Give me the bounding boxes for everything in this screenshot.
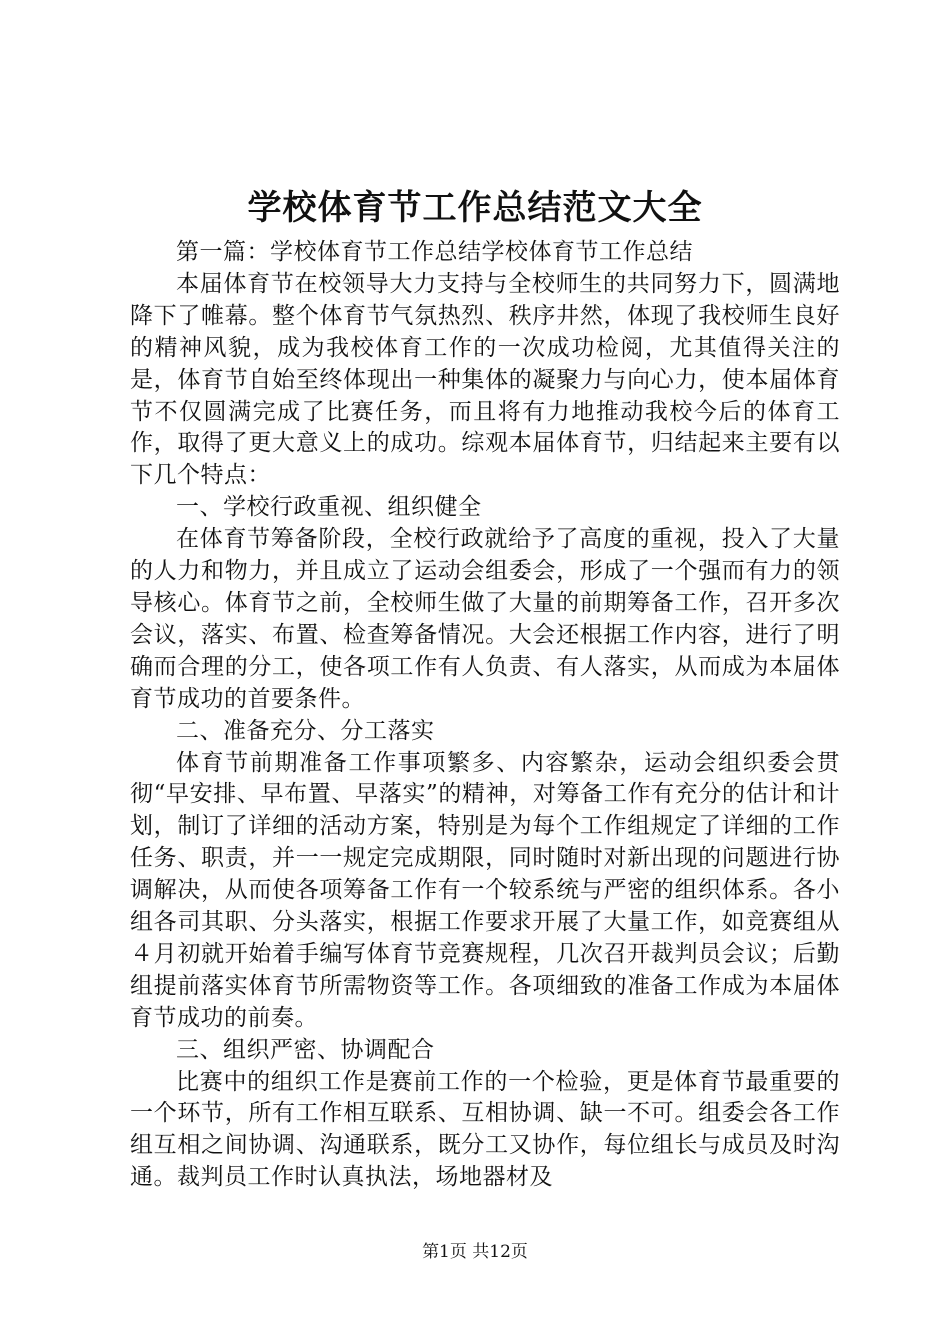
document-body	[130, 237, 840, 1194]
section-heading: 一、学校行政重视、组织健全	[176, 494, 482, 521]
page-number: 第1页	[422, 1242, 467, 1262]
document-title: 学校体育节工作总结范文大全	[247, 188, 703, 228]
body-paragraph: 比赛中的组织工作是赛前工作的一个检验，更是体育节最重要的一个环节，所有工作相互联系、互相协调、缺一不可。组委会各工作组互相之间协调、沟通联系，既分工又协作，每位组长与成员及时沟通。裁判员工作时认真执法，场地器材及	[130, 1068, 840, 1191]
page-total: 共12页	[472, 1242, 528, 1262]
page-footer	[0, 1240, 950, 1264]
section-heading: 第一篇：学校体育节工作总结学校体育节工作总结	[176, 239, 693, 265]
body-paragraph: 本届体育节在校领导大力支持与全校师生的共同努力下，圆满地降下了帷幕。整个体育节气氛热烈、秩序井然，体现了我校师生良好的精神风貌，成为我校体育工作的一次成功检阅，尤其值得关注的是，体育节自始至终体现出一种集体的凝聚力与向心力，使本届体育节不仅圆满完成了比赛任务，而且将有力地推动我校今后的体育工作，取得了更大意义上的成功。综观本届体育节，归结起来主要有以下几个特点：	[130, 270, 840, 489]
body-paragraph: 体育节前期准备工作事项繁多、内容繁杂，运动会组织委会贯彻“早安排、早布置、早落实”的精神，对筹备工作有充分的估计和计划，制订了详细的活动方案，特别是为每个工作组规定了详细的工作任务、职责，并一一规定完成期限，同时随时对新出现的问题进行协调解决，从而使各项筹备工作有一个较系统与严密的组织体系。各小组各司其职、分头落实，根据工作要求开展了大量工作，如竞赛组从４月初就开始着手编写体育节竞赛规程，几次召开裁判员会议；后勤组提前落实体育节所需物资等工作。各项细致的准备工作成为本届体育节成功的前奏。	[130, 749, 840, 1031]
section-heading: 三、组织严密、协调配合	[176, 1036, 435, 1063]
body-paragraph: 在体育节筹备阶段，全校行政就给予了高度的重视，投入了大量的人力和物力，并且成立了运动会组委会，形成了一个强而有力的领导核心。体育节之前，全校师生做了大量的前期筹备工作，召开多次会议，落实、布置、检查筹备情况。大会还根据工作内容，进行了明确而合理的分工，使各项工作有人负责、有人落实，从而成为本届体育节成功的首要条件。	[130, 526, 840, 712]
section-heading: 二、准备充分、分工落实	[176, 717, 435, 744]
